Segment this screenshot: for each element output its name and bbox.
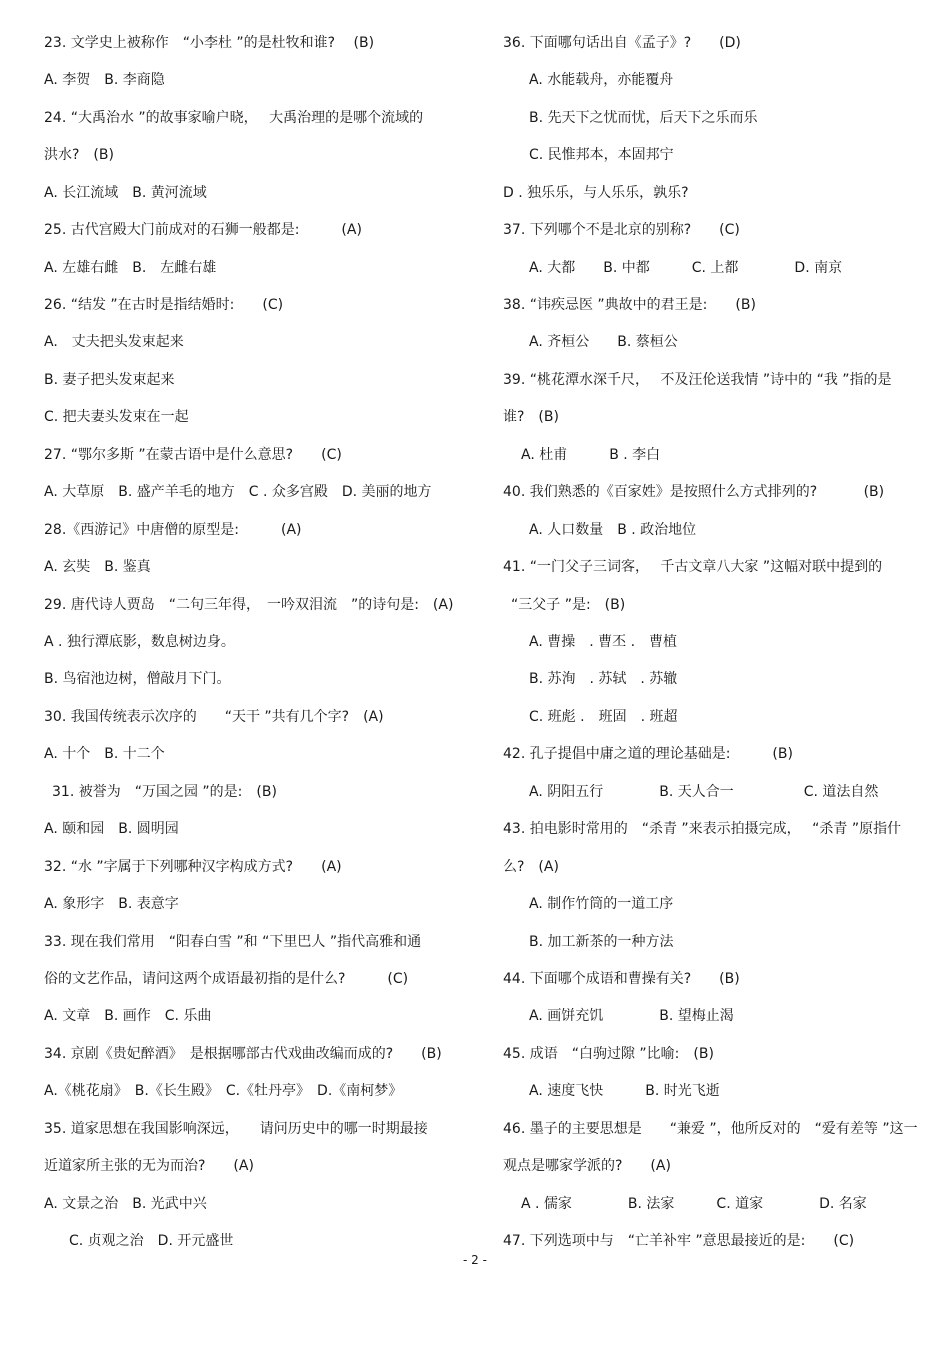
question-line: 43. 拍电影时常用的 “杀青 ”来表示拍摄完成， “杀青 ”原指什 [503, 821, 902, 837]
option-line: A. 画饼充饥 B. 望梅止渴 [529, 1008, 734, 1024]
question-line: 45. 成语 “白驹过隙 ”比喻: (B) [503, 1046, 714, 1062]
option-line: C. 班彪 . 班固 . 班超 [529, 709, 678, 725]
option-line: A.《桃花扇》 B.《长生殿》 C.《牡丹亭》 D.《南柯梦》 [44, 1083, 403, 1099]
question-line: 42. 孔子提倡中庸之道的理论基础是: (B) [503, 746, 793, 762]
option-line: B. 加工新茶的一种方法 [529, 934, 674, 950]
question-line: “三父子 ”是: (B) [511, 597, 626, 613]
question-line: 观点是哪家学派的? (A) [503, 1158, 671, 1174]
option-line: A. 十个 B. 十二个 [44, 746, 165, 762]
option-line: A. 颐和园 B. 圆明园 [44, 821, 179, 837]
question-line: 31. 被誉为 “万国之园 ”的是: (B) [52, 784, 277, 800]
option-line: A. 文章 B. 画作 C. 乐曲 [44, 1008, 212, 1024]
question-line: 34. 京剧《贵妃醉酒》 是根据哪部古代戏曲改编而成的? (B) [44, 1046, 442, 1062]
option-line: A. 阴阳五行 B. 天人合一 C. 道法自然 [529, 784, 879, 800]
option-line: A. 人口数量 B . 政治地位 [529, 522, 697, 538]
option-line: A. 制作竹筒的一道工序 [529, 896, 674, 912]
option-line: A. 曹操 . 曹丕 . 曹植 [529, 634, 678, 650]
option-line: A. 李贺 B. 李商隐 [44, 72, 165, 88]
option-line: A. 大都 B. 中都 C. 上都 D. 南京 [529, 260, 843, 276]
option-line: B. 苏洵 . 苏轼 . 苏辙 [529, 671, 678, 687]
page-number: - 2 - [463, 1253, 487, 1267]
question-line: 23. 文学史上被称作 “小李杜 ”的是杜牧和谁? (B) [44, 35, 375, 51]
question-line: 28.《西游记》中唐僧的原型是: (A) [44, 522, 302, 538]
option-line: C. 民惟邦本，本固邦宁 [529, 147, 674, 163]
option-line: A. 象形字 B. 表意字 [44, 896, 179, 912]
question-line: 么? (A) [503, 859, 559, 875]
option-line: A. 长江流域 B. 黄河流域 [44, 185, 207, 201]
question-line: 29. 唐代诗人贾岛 “二句三年得， 一吟双泪流 ”的诗句是: (A) [44, 597, 454, 613]
option-line: A. 杜甫 B . 李白 [521, 447, 661, 463]
option-line: A. 齐桓公 B. 蔡桓公 [529, 334, 678, 350]
question-line: 44. 下面哪个成语和曹操有关? (B) [503, 971, 740, 987]
option-line: A. 丈夫把头发束起来 [44, 334, 184, 350]
question-line: 谁? (B) [503, 409, 559, 425]
question-line: 俗的文艺作品，请问这两个成语最初指的是什么? (C) [44, 971, 409, 987]
question-line: 24. “大禹治水 ”的故事家喻户晓， 大禹治理的是哪个流域的 [44, 110, 424, 126]
question-line: 40. 我们熟悉的《百家姓》是按照什么方式排列的? (B) [503, 484, 885, 500]
question-line: 38. “讳疾忌医 ”典故中的君王是: (B) [503, 297, 756, 313]
question-line: 37. 下列哪个不是北京的别称? (C) [503, 222, 740, 238]
question-line: 46. 墨子的主要思想是 “兼爱 ”，他所反对的 “爱有差等 ”这一 [503, 1121, 918, 1137]
question-line: 36. 下面哪句话出自《孟子》? (D) [503, 35, 741, 51]
question-line: 27. “鄂尔多斯 ”在蒙古语中是什么意思? (C) [44, 447, 342, 463]
option-line: B. 先天下之忧而忧，后天下之乐而乐 [529, 110, 758, 126]
option-line: C. 把夫妻头发束在一起 [44, 409, 189, 425]
question-line: 35. 道家思想在我国影响深远， 请问历史中的哪一时期最接 [44, 1121, 428, 1137]
option-line: A. 左雄右雌 B. 左雌右雄 [44, 260, 217, 276]
option-line: A . 独行潭底影，数息树边身。 [44, 634, 235, 650]
question-line: 30. 我国传统表示次序的 “天干 ”共有几个字? (A) [44, 709, 384, 725]
question-line: 洪水? (B) [44, 147, 114, 163]
option-line: C. 贞观之治 D. 开元盛世 [69, 1233, 234, 1249]
question-line: 26. “结发 ”在古时是指结婚时: (C) [44, 297, 284, 313]
option-line: B. 鸟宿池边树，僧敲月下门。 [44, 671, 231, 687]
question-line: 39. “桃花潭水深千尺， 不及汪伦送我情 ”诗中的 “我 ”指的是 [503, 372, 892, 388]
option-line: A. 玄奘 B. 鉴真 [44, 559, 151, 575]
question-line: 47. 下列选项中与 “亡羊补牢 ”意思最接近的是: (C) [503, 1233, 855, 1249]
question-line: 32. “水 ”字属于下列哪种汉字构成方式? (A) [44, 859, 342, 875]
option-line: D . 独乐乐，与人乐乐，孰乐? [503, 185, 689, 201]
question-line: 33. 现在我们常用 “阳春白雪 ”和 “下里巴人 ”指代高雅和通 [44, 934, 422, 950]
option-line: A . 儒家 B. 法家 C. 道家 D. 名家 [521, 1196, 867, 1212]
option-line: B. 妻子把头发束起来 [44, 372, 175, 388]
option-line: A. 大草原 B. 盛产羊毛的地方 C . 众多宫殿 D. 美丽的地方 [44, 484, 432, 500]
question-line: 41. “一门父子三词客， 千古文章八大家 ”这幅对联中提到的 [503, 559, 883, 575]
option-line: A. 水能载舟，亦能覆舟 [529, 72, 674, 88]
question-line: 近道家所主张的无为而治? (A) [44, 1158, 254, 1174]
question-line: 25. 古代宫殿大门前成对的石狮一般都是: (A) [44, 222, 362, 238]
option-line: A. 文景之治 B. 光武中兴 [44, 1196, 207, 1212]
option-line: A. 速度飞快 B. 时光飞逝 [529, 1083, 720, 1099]
